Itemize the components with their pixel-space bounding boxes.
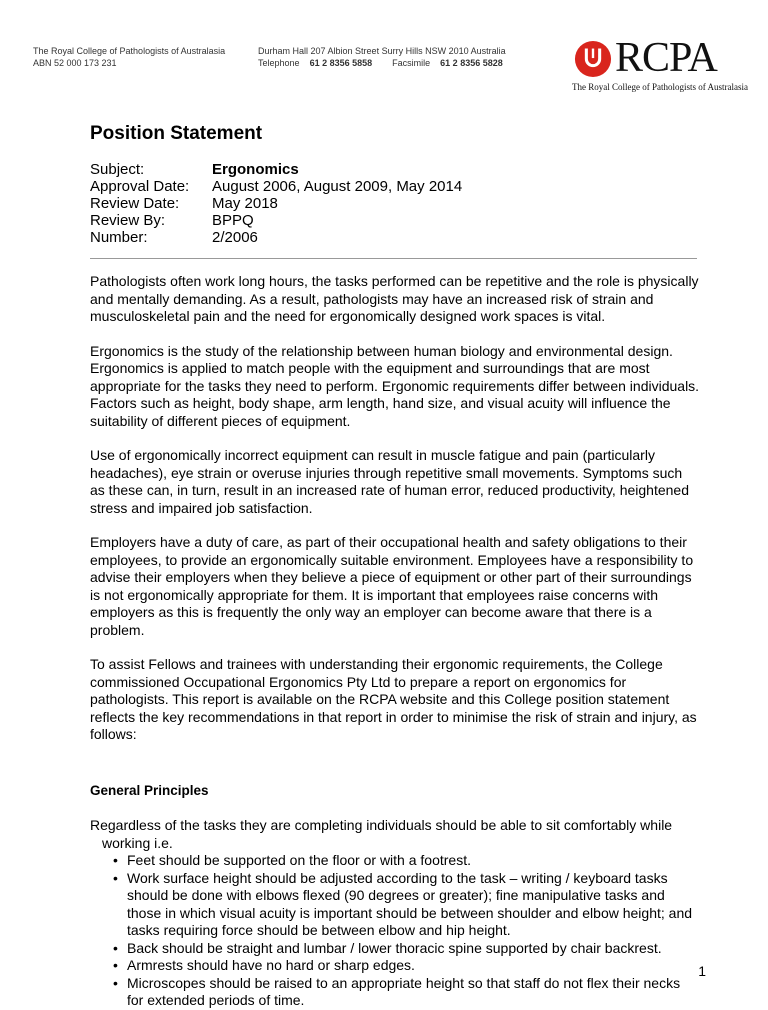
bullet-list <box>90 852 700 1010</box>
telephone-label: Telephone <box>258 58 300 68</box>
list-item: • Back should be straight and lumbar / lower thoracic spine supported by chair backrest. <box>90 940 700 958</box>
meta-value: BPPQ <box>212 212 254 229</box>
list-item: • Work surface height should be adjusted according to the task – writing / keyboard tasks should be done with elbows flexed (90 degrees or greater); fine manipulative tasks and those in which visual acuity is important should be between shoulder and elbow height; and tasks requiring force should be between elbow and hip height. <box>90 870 700 940</box>
paragraph: Ergonomics is the study of the relationship between human biology and environmental design. Ergonomics is applied to match people with the equipment and surroundings that are most appropriate for the tasks they need to perform. Ergonomic requirements differ between individuals. Factors such as height, body shape, arm length, hand size, and visual acuity will influence the suitability of different pieces of equipment. <box>90 342 700 429</box>
facsimile-label: Facsimile <box>392 58 431 68</box>
facsimile-number: 61 2 8356 5828 <box>440 58 503 68</box>
meta-row-review-date <box>90 195 462 212</box>
section-lead: Regardless of the tasks they are completing individuals should be able to sit comfortably while working i.e. <box>90 817 673 851</box>
meta-row-review-by <box>90 212 462 229</box>
page-number: 1 <box>698 963 706 979</box>
header-org <box>33 45 225 69</box>
meta-label: Subject: <box>90 161 145 178</box>
paragraph: Pathologists often work long hours, the tasks performed can be repetitive and the role is physically and mentally demanding. As a result, pathologists may have an increased risk of strain and musculoskeletal pain and the need for ergonomically designed work spaces is vital. <box>90 273 699 324</box>
org-abn: ABN 52 000 173 231 <box>33 58 117 68</box>
org-phones <box>258 57 506 69</box>
document-body <box>90 273 700 1010</box>
logo-subtitle: The Royal College of Pathologists of Australasia <box>572 82 748 92</box>
meta-value: 2/2006 <box>212 229 258 246</box>
meta-row-subject <box>90 161 462 178</box>
divider <box>90 258 697 259</box>
meta-label: Approval Date: <box>90 178 190 195</box>
meta-row-number <box>90 229 462 246</box>
rcpa-emblem-icon <box>574 40 612 78</box>
meta-value: Ergonomics <box>212 161 299 178</box>
meta-value: May 2018 <box>212 195 278 212</box>
paragraph: Employers have a duty of care, as part of their occupational health and safety obligations to their employees, to provide an ergonomically suitable environment. Employees have a responsibility to advise their employers when they believe a piece of equipment or other part of their surroundings is not ergonomically appropriate for them. It is important that employees raise concerns with employers as this is frequently the only way an employer can become aware that there is a problem. <box>90 534 694 638</box>
meta-row-approval <box>90 178 462 195</box>
telephone-number: 61 2 8356 5858 <box>309 58 373 68</box>
list-item: • Microscopes should be raised to an appropriate height so that staff do not flex their necks for extended periods of time. <box>90 975 700 1010</box>
section-heading: General Principles <box>90 782 209 798</box>
list-item: • Armrests should have no hard or sharp edges. <box>90 957 700 975</box>
meta-value: August 2006, August 2009, May 2014 <box>212 178 463 195</box>
meta-label: Review Date: <box>90 195 180 212</box>
rcpa-logo <box>572 35 748 94</box>
paragraph: Use of ergonomically incorrect equipment can result in muscle fatigue and pain (particularly headaches), eye strain or overuse injuries through repetitive small movements. Symptoms such as these can, in turn, result in an increased rate of human error, reduced productivity, heightened stress and impaired job satisfaction. <box>90 447 689 516</box>
org-address: Durham Hall 207 Albion Street Surry Hills NSW 2010 Australia <box>258 46 506 56</box>
meta-table <box>90 161 462 246</box>
header-contact <box>258 45 506 69</box>
org-name: The Royal College of Pathologists of Australasia <box>33 46 226 56</box>
meta-label: Review By: <box>90 212 166 229</box>
meta-label: Number: <box>90 229 148 246</box>
list-item: • Feet should be supported on the floor or with a footrest. <box>90 852 700 870</box>
paragraph: To assist Fellows and trainees with understanding their ergonomic requirements, the College commissioned Occupational Ergonomics Pty Ltd to prepare a report on ergonomics for pathologists. This report is available on the RCPA website and this College position statement reflects the key recommendations in that report in order to minimise the risk of strain and injury, as follows: <box>90 656 697 742</box>
logo-wordmark: RCPA <box>615 35 717 81</box>
page-title: Position Statement <box>90 123 263 144</box>
